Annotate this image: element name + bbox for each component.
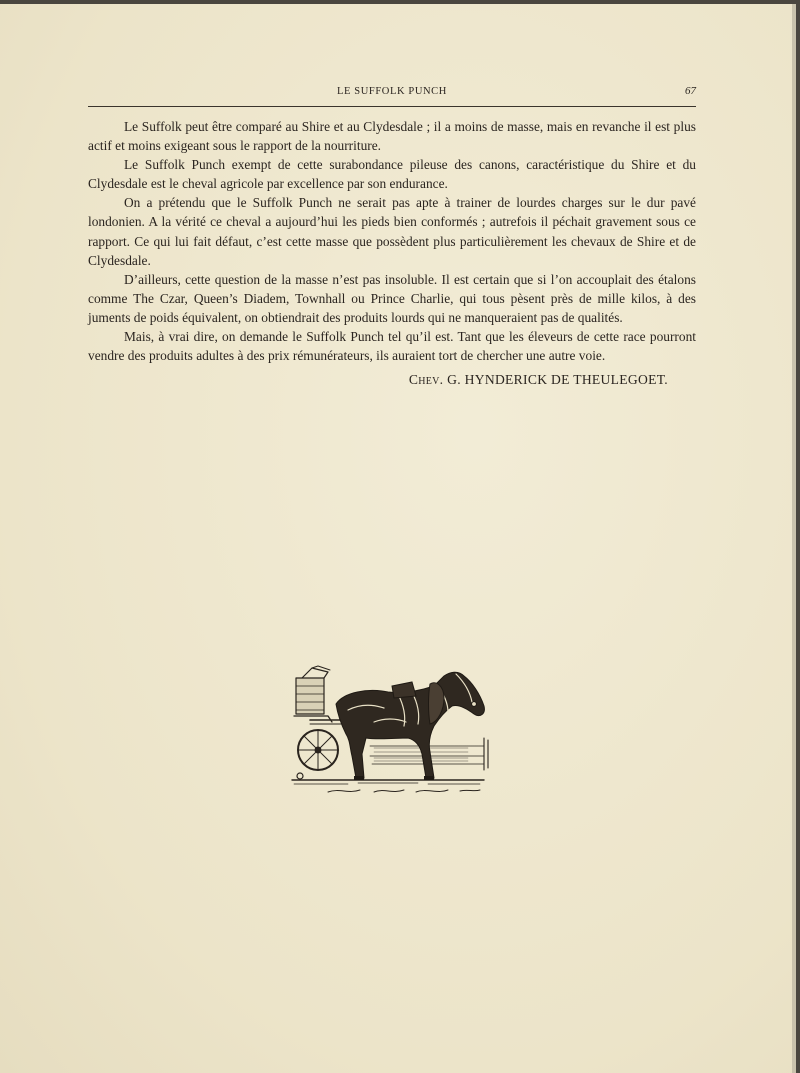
paragraph-4: D’ailleurs, cette question de la masse n’est pas insoluble. Il est certain que si l’on accouplait des étalons comme The Czar, Queen’s Diadem, Townhall ou Prince Charlie, qui tous pèsent près de mille kilos, à des juments de poids équivalent, on obtiendrait des produits lourds qui ne manqueraient pas de qualités.: [88, 271, 696, 325]
article-body: [88, 117, 696, 389]
book-page: [0, 4, 796, 1073]
paragraph-3: On a prétendu que le Suffolk Punch ne serait pas apte à trainer de lourdes charges sur le dur pavé londonien. A la vérité ce cheval a aujourd’hui les pieds bien conformés ; autrefois il péchait gravement sous ce rapport. Ce qui lui fait défaut, c’est cette masse que possèdent plus particulièrement les chevaux de Shire et de Clydesdale.: [88, 195, 696, 268]
paragraph-5: Mais, à vrai dire, on demande le Suffolk Punch tel qu’il est. Tant que les éleveurs de cette race pourront vendre des produits adultes à des prix rémunérateurs, ils auraient tort de chercher une autre voie.: [88, 329, 696, 364]
author-signature: [88, 370, 668, 389]
running-title: LE SUFFOLK PUNCH: [337, 86, 447, 97]
horse-and-cart-engraving-icon: [288, 664, 500, 804]
paragraph-2: Le Suffolk Punch exempt de cette surabondance pileuse des canons, caractéristique du Shire et du Clydesdale est le cheval agricole par excellence par son endurance.: [88, 157, 696, 192]
paragraph-1: Le Suffolk peut être comparé au Shire et au Clydesdale ; il a moins de masse, mais en revanche il est plus actif et moins exigeant sous le rapport de la nourriture.: [88, 119, 696, 154]
page-header: [88, 84, 696, 107]
author-name: G. HYNDERICK DE THEULEGOET.: [447, 372, 668, 388]
author-title: Chev.: [408, 372, 444, 388]
page-number: 67: [685, 85, 696, 97]
